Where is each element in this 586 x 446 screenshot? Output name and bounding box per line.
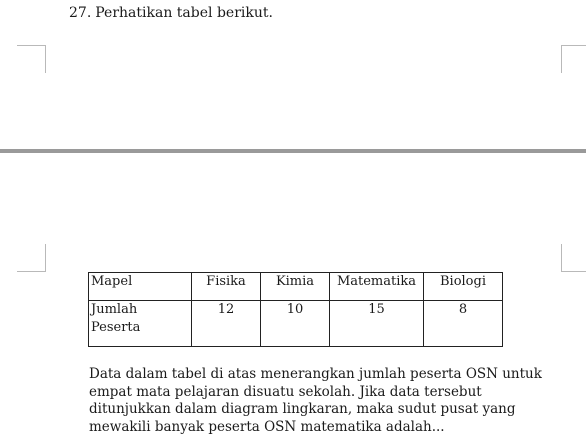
value-cell-kimia: 10 [261,301,330,347]
table-header-row [89,273,503,301]
osn-participants-table [88,272,503,347]
header-cell-mapel: Mapel [89,273,192,301]
crop-mark-top-left [17,45,46,73]
value-cell-biologi: 8 [424,301,503,347]
paragraph-line-1: Data dalam tabel di atas menerangkan jumlah peserta OSN untuk [89,366,542,382]
value-cell-fisika: 12 [192,301,261,347]
question-prompt [69,4,273,22]
paragraph-line-4: mewakili banyak peserta OSN matematika adalah... [89,418,445,435]
header-cell-kimia: Kimia [261,273,330,301]
row-label-line-2: Peserta [91,320,141,335]
question-body-paragraph [89,366,559,436]
header-cell-fisika: Fisika [192,273,261,301]
table-row [89,301,503,347]
crop-mark-top-right [561,45,586,73]
header-cell-matematika: Matematika [330,273,424,301]
paragraph-line-2: empat mata pelajaran disuatu sekolah. Jika data tersebut [89,383,482,400]
value-cell-matematika: 15 [330,301,424,347]
question-text: Perhatikan tabel berikut. [95,5,273,21]
header-cell-biologi: Biologi [424,273,503,301]
crop-mark-bottom-right [561,244,586,272]
paragraph-line-3: ditunjukkan dalam diagram lingkaran, maka sudut pusat yang [89,401,516,417]
row-label-jumlah-peserta [89,301,192,347]
row-label-line-1: Jumlah [91,302,138,317]
crop-mark-bottom-left [17,244,46,272]
question-number: 27. [69,5,92,21]
page-break-divider [0,149,586,153]
